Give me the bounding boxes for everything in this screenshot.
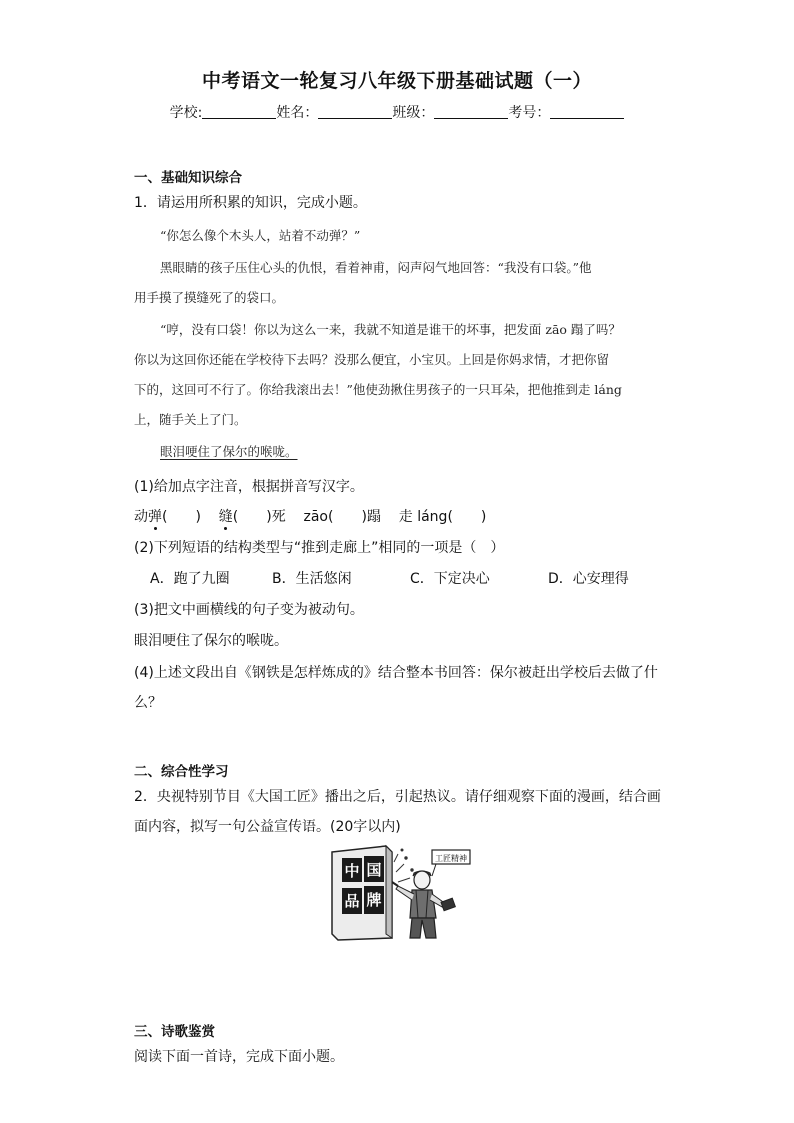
name-blank[interactable] <box>318 104 392 119</box>
section1-heading: 一、基础知识综合 <box>134 170 242 186</box>
class-blank[interactable] <box>434 104 508 119</box>
sub3-question: (3)把文中画横线的句子变为被动句。 <box>134 602 364 618</box>
school-blank[interactable] <box>202 104 276 119</box>
sub1-items <box>134 506 486 526</box>
item-c: zāo( )蹋 <box>303 509 381 525</box>
option-c[interactable]: C．下定决心 <box>410 571 490 587</box>
school-label: 学校: <box>169 105 203 121</box>
passage-p3-line4: 上，随手关上了门。 <box>134 412 247 427</box>
option-b[interactable]: B．生活悠闲 <box>272 571 352 587</box>
block-char-1: 中 <box>344 862 360 880</box>
q2-prompt-line2: 面内容，拟写一句公益宣传语。(20字以内) <box>134 819 401 835</box>
spark-lines <box>394 849 413 882</box>
block-char-2: 国 <box>366 861 382 879</box>
sub1-question: (1)给加点字注音，根据拼音写汉字。 <box>134 479 364 495</box>
section3-prompt: 阅读下面一首诗，完成下面小题。 <box>134 1049 344 1065</box>
answer-blank-d[interactable]: ( ) <box>447 509 487 525</box>
block-char-3: 品 <box>344 892 360 910</box>
stone-block-side <box>386 846 392 938</box>
item-d: 走 láng( ) <box>398 509 487 525</box>
passage-p2-line2: 用手摸了摸缝死了的袋口。 <box>134 290 285 305</box>
answer-blank-a[interactable]: ( ) <box>162 509 201 525</box>
number-blank[interactable] <box>550 104 624 119</box>
passage-p4-underlined: 眼泪哽住了保尔的喉咙。 <box>160 444 298 459</box>
class-label: 班级： <box>392 105 435 121</box>
dotted-char-feng: 缝 <box>218 509 233 525</box>
sign-pointer <box>432 864 436 876</box>
passage-p1: “你怎么像个木头人，站着不动弹？” <box>160 228 361 243</box>
passage-p2-line1: 黑眼睛的孩子压住心头的仇恨，看着神甫，闷声闷气地回答：“我没有口袋。”他 <box>160 260 592 275</box>
q1-prompt: 1．请运用所积累的知识，完成小题。 <box>134 195 367 211</box>
q2-prompt-line1: 2．央视特别节目《大国工匠》播出之后，引起热议。请仔细观察下面的漫画，结合画 <box>134 789 661 805</box>
cartoon-illustration <box>326 842 476 942</box>
passage-p3-line1: “哼，没有口袋！你以为这么一来，我就不知道是谁干的坏事，把发面 zāo 蹋了吗？ <box>160 322 621 337</box>
answer-blank-c[interactable]: ( ) <box>328 509 367 525</box>
cartoon-svg <box>326 842 476 942</box>
item-b: 缝( )死 <box>218 509 286 525</box>
sub4-question-line1: (4)上述文段出自《钢铁是怎样炼成的》结合整本书回答：保尔被赶出学校后去做了什 <box>134 665 658 681</box>
passage-p3-line3: 下的，这回可不行了。你给我滚出去！”他使劲揪住男孩子的一只耳朵，把他推到走 láng <box>134 382 622 397</box>
sub2-question: (2)下列短语的结构类型与“推到走廊上”相同的一项是（ ） <box>134 540 505 556</box>
dotted-char-tan: 弹 <box>148 509 162 525</box>
student-info-row <box>0 102 794 122</box>
page-title: 中考语文一轮复习八年级下册基础试题（一） <box>201 70 592 92</box>
passage-p3-line2: 你以为这回你还能在学校待下去吗？没那么便宜，小宝贝。上回是你妈求情，才把你留 <box>134 352 610 367</box>
sign-text: 工匠精神 <box>435 854 467 863</box>
option-a[interactable]: A．跑了九圈 <box>150 571 230 587</box>
name-label: 姓名： <box>276 105 319 121</box>
item-a: 动弹( ) <box>134 509 201 525</box>
section3-heading: 三、诗歌鉴赏 <box>134 1024 215 1040</box>
option-d[interactable]: D．心安理得 <box>548 571 629 587</box>
section2-heading: 二、综合性学习 <box>134 764 229 780</box>
block-char-4: 牌 <box>366 891 382 909</box>
sub4-question-line2: 么？ <box>134 695 162 711</box>
number-label: 考号： <box>508 105 551 121</box>
sub3-sentence: 眼泪哽住了保尔的喉咙。 <box>134 633 288 649</box>
answer-blank-b[interactable]: ( ) <box>232 509 272 525</box>
